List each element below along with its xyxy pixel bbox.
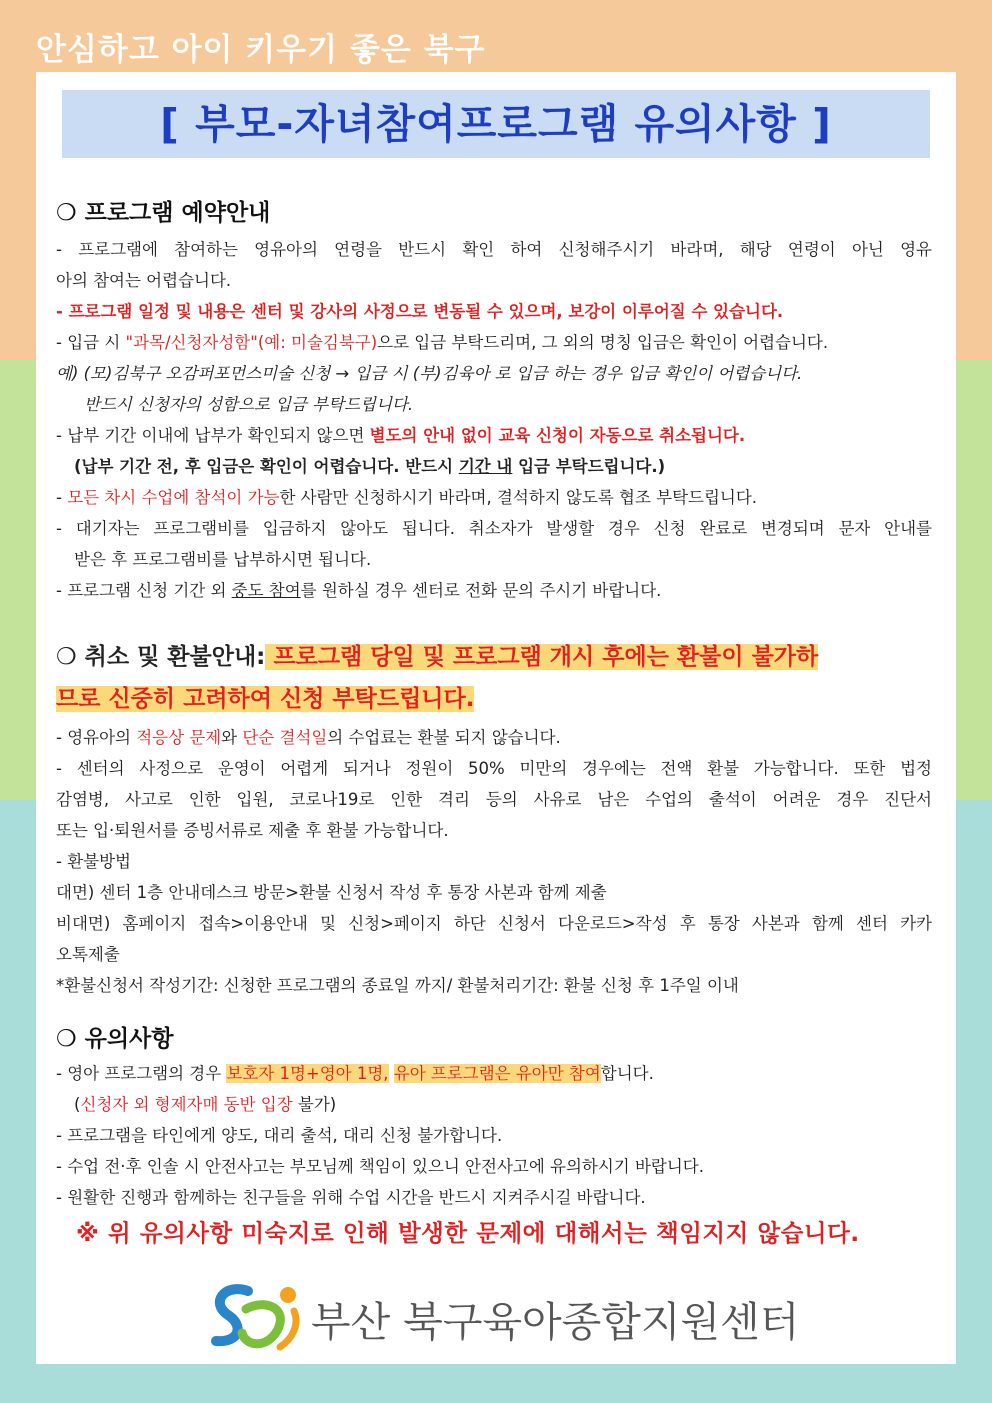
center-logo bbox=[206, 1277, 806, 1357]
text: 의 수업료는 환불 되지 않습니다. bbox=[327, 728, 561, 747]
reservation-heading: ❍ 프로그램 예약안내 bbox=[56, 200, 271, 226]
refund-line-9: *환불신청서 작성기간: 신청한 프로그램의 종료일 까지/ 환불처리기간: 환불 신청 후 1주일 이내 bbox=[56, 976, 739, 995]
reservation-line-9: - 대기자는 프로그램비를 입금하지 않아도 됩니다. 취소자가 발생할 경우 신청 완료로 변경되며 문자 안내를 bbox=[56, 519, 932, 538]
notes-line-5: - 원활한 진행과 함께하는 친구들을 위해 수업 시간을 반드시 지켜주시길 바랍니다. bbox=[56, 1188, 646, 1207]
text: - 영유아의 bbox=[56, 728, 137, 747]
adaptation-issue: 적응상 문제 bbox=[136, 728, 222, 747]
all-sessions-note: 모든 차시 수업에 참석이 가능 bbox=[67, 488, 280, 507]
refund-highlight-1: 프로그램 당일 및 프로그램 개시 후에는 환불이 불가하 bbox=[265, 644, 819, 670]
refund-line-3: 감염병, 사고로 인한 입원, 코로나19로 인한 격리 등의 사유로 남은 수업의 출석이 어려운 경우 진단서 bbox=[56, 790, 932, 809]
text: 와 bbox=[221, 728, 243, 747]
reservation-line-1: - 프로그램에 참여하는 영유아의 연령을 반드시 확인 하여 신청해주시기 바라며, 해당 연령이 아닌 영유 bbox=[56, 240, 932, 259]
refund-line-7: 비대면) 홈페이지 접속>이용안내 및 신청>페이지 하단 신청서 다운로드>작성 후 통장 사본과 함께 센터 카카 bbox=[56, 914, 932, 933]
notes-line-2 bbox=[74, 1093, 950, 1117]
warning-text: ※ 위 유의사항 미숙지로 인해 발생한 문제에 대해서는 책임지지 않습니다. bbox=[76, 1219, 860, 1247]
text: 으로 입금 부탁드리며, 그 외의 명칭 입금은 확인이 어렵습니다. bbox=[377, 333, 829, 352]
notes-line-3: - 프로그램을 타인에게 양도, 대리 출석, 대리 신청 불가합니다. bbox=[56, 1126, 503, 1145]
simple-absence: 단순 결석일 bbox=[242, 728, 328, 747]
sibling-rule: 신청자 외 형제자매 동반 입장 bbox=[80, 1095, 293, 1114]
text: - 납부 기간 이내에 납부가 확인되지 않으면 bbox=[56, 426, 370, 445]
text: ( bbox=[74, 1095, 81, 1114]
reservation-line-1b: 아의 참여는 어렵습니다. bbox=[56, 271, 232, 290]
reservation-example-note: 반드시 신청자의 성함으로 입금 부탁드립니다. bbox=[84, 395, 414, 414]
refund-line-1 bbox=[56, 726, 932, 750]
notes-line-1 bbox=[56, 1062, 932, 1086]
text: 입금 부탁드립니다.) bbox=[512, 457, 666, 476]
reservation-line-6 bbox=[56, 424, 932, 448]
text: - bbox=[56, 488, 68, 507]
reservation-line-2: - 프로그램 일정 및 내용은 센터 및 강사의 사정으로 변동될 수 있으며, 보강이 이루어질 수 있습니다. bbox=[56, 302, 784, 321]
reservation-line-8 bbox=[56, 486, 932, 510]
refund-heading-line bbox=[56, 638, 818, 671]
reservation-line-10 bbox=[56, 579, 932, 603]
notes-heading: ❍ 유의사항 bbox=[56, 1026, 174, 1052]
refund-line-6: 대면) 센터 1층 안내데스크 방문>환불 신청서 작성 후 통장 사본과 함께 제출 bbox=[56, 883, 607, 902]
toddler-rule: 유아 프로그램은 유아만 참여 bbox=[393, 1064, 601, 1083]
refund-heading-line-2 bbox=[56, 680, 474, 713]
reservation-line-3 bbox=[56, 331, 932, 355]
text: 를 원하실 경우 센터로 전화 문의 주시기 바랍니다. bbox=[300, 581, 662, 600]
text: - 영아 프로그램의 경우 bbox=[56, 1064, 227, 1083]
text: (납부 기간 전, 후 입금은 확인이 어렵습니다. 반드시 bbox=[74, 457, 459, 476]
reservation-example: 예) (모)김북구 오감퍼포먼스미술 신청 → 입금 시 (부)김육아 로 입금 하는 경우 입금 확인이 어렵습니다. bbox=[56, 364, 803, 383]
center-logo-icon bbox=[206, 1277, 306, 1357]
center-name: 부산 북구육아종합지원센터 bbox=[311, 1298, 800, 1346]
notice-paper bbox=[36, 72, 956, 1364]
text: 불가) bbox=[292, 1095, 337, 1114]
refund-heading: ❍ 취소 및 환불안내: bbox=[56, 644, 266, 670]
mid-join: 중도 참여 bbox=[231, 581, 301, 600]
page-title: [ 부모-자녀참여프로그램 유의사항 ] bbox=[62, 90, 930, 158]
text: - 프로그램 신청 기간 외 bbox=[56, 581, 232, 600]
refund-line-4: 또는 입·퇴원서를 증빙서류로 제출 후 환불 가능합니다. bbox=[56, 821, 449, 840]
text: 한 사람만 신청하시기 바라며, 결석하지 않도록 협조 부탁드립니다. bbox=[279, 488, 758, 507]
auto-cancel-note: 별도의 안내 없이 교육 신청이 자동으로 취소됩니다. bbox=[369, 426, 746, 445]
reservation-line-7 bbox=[74, 455, 950, 479]
refund-highlight-2: 므로 신중히 고려하여 신청 부탁드립니다. bbox=[56, 686, 475, 712]
refund-line-2: - 센터의 사정으로 운영이 어렵게 되거나 정원이 50% 미만의 경우에는 전액 환불 가능합니다. 또한 법정 bbox=[56, 759, 932, 778]
refund-line-8: 오톡제출 bbox=[56, 945, 120, 964]
deposit-format: "과목/신청자성함"(예: 미술김북구) bbox=[125, 333, 378, 352]
text bbox=[389, 1064, 394, 1083]
slogan: 안심하고 아이 키우기 좋은 북구 bbox=[36, 32, 486, 68]
notes-line-4: - 수업 전·후 인솔 시 안전사고는 부모님께 책임이 있으니 안전사고에 유의하시기 바랍니다. bbox=[56, 1157, 704, 1176]
text: - 입금 시 bbox=[56, 333, 126, 352]
infant-rule: 보호자 1명+영아 1명, bbox=[226, 1064, 389, 1083]
refund-line-5: - 환불방법 bbox=[56, 852, 131, 871]
text: 합니다. bbox=[600, 1064, 654, 1083]
within-period: 기간 내 bbox=[458, 457, 513, 476]
reservation-line-9b: 받은 후 프로그램비를 납부하시면 됩니다. bbox=[74, 550, 372, 569]
